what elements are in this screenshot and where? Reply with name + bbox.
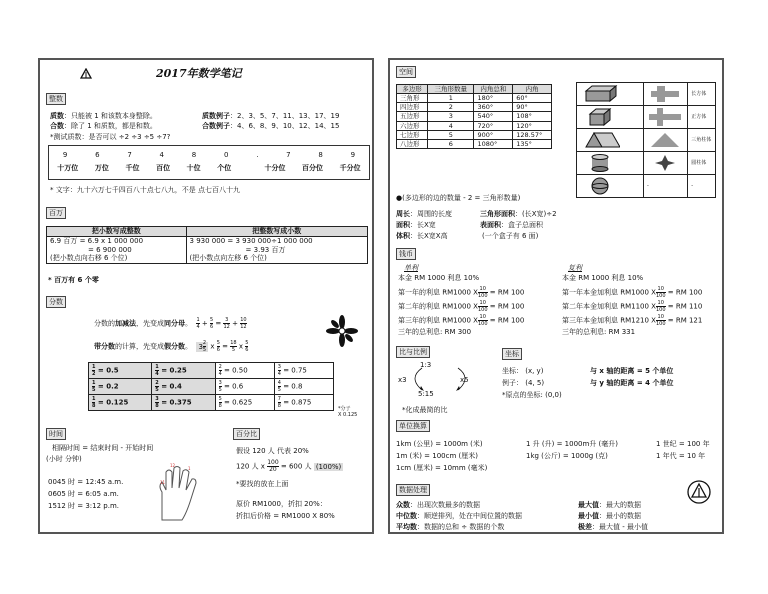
shape-net-empty: - xyxy=(644,175,688,198)
polygon-col: 多边形 xyxy=(397,85,428,94)
angle-sum-col: 内角总和 xyxy=(474,85,513,94)
right-page xyxy=(388,58,724,534)
polygon-cell: 120° xyxy=(513,121,552,130)
shape-label: 圆柱体 xyxy=(688,152,716,175)
coord-definition: 坐标： (x, y) xyxy=(502,367,544,375)
coord-x-distance: 与 x 轴的距离 = 5 个单位 xyxy=(590,367,674,375)
fraction-decimal-cell: $\frac{4}{5}$ = 0.8 xyxy=(274,379,333,395)
section-header-coordinates: 坐标 xyxy=(502,348,522,360)
polygon-row xyxy=(397,94,552,103)
prime-definition: 质数：只能被 1 和该数本身整除。 xyxy=(50,112,157,120)
fraction-add-rule: 分数的加减法，先变成同分母。 $\frac{1}{4}$ + $\frac{5}{6}$ = $\frac{3}{12}$ + $\frac{10}{12}$ xyxy=(94,317,247,330)
hand-clock-icon xyxy=(152,462,202,522)
million-table xyxy=(46,226,368,264)
svg-text:1: 1 xyxy=(188,466,191,471)
polygon-cell: 3 xyxy=(428,112,474,121)
solid-shapes-table xyxy=(576,82,716,198)
percent-line-2: 120 人 x $\frac{100}{20}$ = 600 人 (100%) xyxy=(236,459,342,473)
triangle-logo-icon xyxy=(80,68,92,79)
left-page xyxy=(38,58,374,534)
shape-net-empty: - xyxy=(688,175,716,198)
ratio-note: *化成最简的比 xyxy=(402,406,448,414)
fraction-decimal-cell: $\frac{3}{4}$ = 0.75 xyxy=(274,363,333,379)
unit-m: 1m (米) = 100cm (厘米) xyxy=(396,452,478,460)
number-words-note: * 文字：九十六万七千四百八十点七八九，不是 点七百八十九 xyxy=(50,186,240,194)
polygon-row xyxy=(397,121,552,130)
fraction-decimal-cell: $\frac{2}{4}$ = 0.50 xyxy=(215,363,274,379)
polygon-cell: 128.57° xyxy=(513,130,552,139)
range-def: 极差：最大值 - 最小值 xyxy=(578,523,648,531)
unit-liter: 1 升 (升) = 1000m升 (毫升) xyxy=(526,440,619,448)
polygon-cell: 5 xyxy=(428,130,474,139)
fraction-side-note: *分子 X 0.125 xyxy=(338,406,358,419)
simple-total: 三年的总利息: RM 300 xyxy=(398,328,472,336)
million-c1-line1: 6.9 百万 = 6.9 x 1 000 000 xyxy=(50,236,144,245)
box-faces-note: (一个盒子有 6 面) xyxy=(482,232,539,240)
time-example-3: 1512 时 = 3:12 p.m. xyxy=(48,502,120,510)
polygon-cell: 90° xyxy=(513,103,552,112)
polygon-cell: 1 xyxy=(428,94,474,103)
fraction-decimal-cell: $\frac{1}{8}$ = 0.125 xyxy=(89,395,152,411)
time-example-1: 0045 时 = 12:45 a.m. xyxy=(48,478,124,486)
polygon-cell: 五边形 xyxy=(397,112,428,121)
compound-principal: 本金 RM 1000 利息 10% xyxy=(562,274,644,282)
star-net-icon xyxy=(647,154,683,172)
simple-year-1: 第一年的利息 RM1000 X $\frac{10}{100}$ = RM 100 xyxy=(398,286,525,299)
max-def: 最大值：最大的数据 xyxy=(578,501,641,509)
simple-year-3: 第三年的利息 RM1000 X $\frac{10}{100}$ = RM 100 xyxy=(398,314,525,327)
section-header-fraction: 分数 xyxy=(46,296,66,308)
unit-decade: 1 年代 = 10 年 xyxy=(656,452,706,460)
shape-label: 正方体 xyxy=(688,106,716,129)
svg-text:11: 11 xyxy=(160,480,166,485)
polygon-cell: 360° xyxy=(474,103,513,112)
prime-examples: 质数例子：2、3、5、7、11、13、17、19 xyxy=(202,112,340,120)
polygon-table xyxy=(396,84,552,149)
fraction-row xyxy=(89,363,334,379)
triangle-area-def: 三角形面积：(长X宽)÷2 xyxy=(480,210,557,218)
triangle-count-col: 三角形数量 xyxy=(428,85,474,94)
simple-principal: 本金 RM 1000 利息 10% xyxy=(398,274,480,282)
fraction-decimal-cell: $\frac{1}{2}$ = 0.5 xyxy=(89,363,152,379)
unit-cm: 1cm (厘米) = 10mm (毫米) xyxy=(396,464,488,472)
ratio-multiplier-right: x5 xyxy=(460,376,469,384)
million-col-2: 把整数写成小数 xyxy=(186,227,367,237)
polygon-cell: 720° xyxy=(474,121,513,130)
surface-area-def: 表面积：盒子总面积 xyxy=(480,221,543,229)
million-c2-line2: = 3.93 百万 xyxy=(245,245,286,254)
area-def: 面积：长X宽 xyxy=(396,221,436,229)
section-header-money: 钱币 xyxy=(396,248,416,260)
mean-def: 平均数：数据的总和 ÷ 数据的个数 xyxy=(396,523,505,531)
section-header-data: 数据处理 xyxy=(396,484,430,496)
cylinder-icon xyxy=(580,154,620,172)
simple-interest-title: 单利 xyxy=(404,264,418,272)
fraction-decimal-table xyxy=(88,362,334,411)
median-def: 中位数：顺逆排列，处在中间位置的数据 xyxy=(396,512,522,520)
polygon-row xyxy=(397,130,552,139)
compound-year-3: 第三年本金加利息 RM1210 X $\frac{10}{100}$ = RM 121 xyxy=(562,314,703,327)
prism-net-icon xyxy=(647,131,683,149)
fraction-decimal-cell: $\frac{2}{5}$ = 0.4 xyxy=(152,379,215,395)
unit-km: 1km (公里) = 1000m (米) xyxy=(396,440,483,448)
polygon-cell: 八边形 xyxy=(397,139,428,148)
shape-label: 长方体 xyxy=(688,83,716,106)
million-c1-line3: (把小数点向右移 6 个位) xyxy=(50,254,128,263)
unit-century: 1 世纪 = 100 年 xyxy=(656,440,710,448)
angle-col: 内角 xyxy=(513,85,552,94)
solid-shape-row xyxy=(577,83,716,106)
mode-def: 众数：出现次数最多的数据 xyxy=(396,501,480,509)
polygon-cell: 108° xyxy=(513,112,552,121)
cube-icon xyxy=(580,108,620,126)
polygon-cell: 三角形 xyxy=(397,94,428,103)
fraction-decimal-cell: $\frac{5}{8}$ = 0.625 xyxy=(215,395,274,411)
polygon-cell: 七边形 xyxy=(397,130,428,139)
coord-y-distance: 与 y 轴的距离 = 4 个单位 xyxy=(590,379,674,387)
prime-test-note: *测试质数：是否可以 ÷2 ÷3 ÷5 ÷7? xyxy=(50,133,171,141)
time-units: (小时 分钟) xyxy=(46,455,82,463)
percent-line-5: 折扣后价格 = RM1000 X 80% xyxy=(236,512,335,520)
min-def: 最小值：最小的数据 xyxy=(578,512,641,520)
section-header-integers: 整数 xyxy=(46,93,66,105)
million-col-1: 把小数写成整数 xyxy=(47,227,187,237)
volume-def: 体积：长X宽X高 xyxy=(396,232,448,240)
million-c1-line2: = 6 900 000 xyxy=(88,245,132,254)
polygon-cell: 1080° xyxy=(474,139,513,148)
cuboid-net-icon xyxy=(647,85,683,103)
section-header-ratio: 比与比例 xyxy=(396,346,430,358)
polygon-cell: 60° xyxy=(513,94,552,103)
compound-interest-title: 复利 xyxy=(568,264,582,272)
ratio-multiplier-left: x3 xyxy=(398,376,407,384)
place-value-box xyxy=(48,145,370,180)
percent-line-3: *要找的放在上面 xyxy=(236,480,289,488)
flower-decoration-icon xyxy=(326,314,358,350)
mixed-fraction-rule: 带分数的计算，先变成假分数。 3 $\frac{2}{5}$ x $\frac{5}{6}$ = $\frac{18}{5}$ x $\frac{5}{6}$ xyxy=(94,340,249,353)
polygon-cell: 4 xyxy=(428,121,474,130)
time-example-2: 0605 时 = 6:05 a.m. xyxy=(48,490,119,498)
polygon-row xyxy=(397,103,552,112)
million-c2-line3: (把小数点向左移 6 个位) xyxy=(189,254,267,263)
coord-origin: *原点的坐标: (0,0) xyxy=(502,391,562,399)
triangle-logo-icon xyxy=(686,480,712,504)
polygon-cell: 180° xyxy=(474,94,513,103)
fraction-decimal-cell: $\frac{1}{5}$ = 0.2 xyxy=(89,379,152,395)
percent-line-4: 原价 RM1000，折扣 20%： xyxy=(236,500,327,508)
fraction-decimal-cell: $\frac{7}{8}$ = 0.875 xyxy=(274,395,333,411)
place-value-digits: 9 6 7 4 8 0 . 7 8 9 xyxy=(62,151,356,159)
section-header-units: 单位换算 xyxy=(396,420,430,432)
cube-net-icon xyxy=(647,108,683,126)
section-header-percent: 百分比 xyxy=(233,428,260,440)
compound-year-1: 第一年本金加利息 RM1000 X $\frac{10}{100}$ = RM 100 xyxy=(562,286,703,299)
polygon-cell: 540° xyxy=(474,112,513,121)
polygon-cell: 900° xyxy=(474,130,513,139)
compound-total: 三年的总利息: RM 331 xyxy=(562,328,636,336)
page-title: 2017年数学笔记 xyxy=(156,67,242,80)
polygon-cell: 135° xyxy=(513,139,552,148)
ratio-top: 1:3 xyxy=(420,361,432,369)
solid-shape-row xyxy=(577,152,716,175)
simple-year-2: 第二年的利息 RM1000 X $\frac{10}{100}$ = RM 100 xyxy=(398,300,525,313)
section-header-million: 百万 xyxy=(46,207,66,219)
percent-line-1: 假设 120 人 代表 20% xyxy=(236,447,309,455)
fraction-decimal-cell: $\frac{3}{8}$ = 0.375 xyxy=(152,395,215,411)
solid-shape-row xyxy=(577,175,716,198)
million-note: * 百万有 6 个零 xyxy=(48,276,99,284)
compound-year-2: 第二年本金加利息 RM1100 X $\frac{10}{100}$ = RM 110 xyxy=(562,300,703,313)
perimeter-def: 周长：周围的长度 xyxy=(396,210,452,218)
million-c2-line1: 3 930 000 = 3 930 000÷1 000 000 xyxy=(189,236,313,245)
time-rule: 相隔时间 = 结束时间 - 开始时间 xyxy=(52,444,154,452)
composite-definition: 合数：除了 1 和质数，都是和数。 xyxy=(50,122,157,130)
polygon-formula: ●(多边形的边的数量 - 2 = 三角形数量) xyxy=(396,194,521,202)
section-header-space: 空间 xyxy=(396,66,416,78)
solid-shape-row xyxy=(577,106,716,129)
polygon-cell: 四边形 xyxy=(397,103,428,112)
coord-example: 例子： (4, 5) xyxy=(502,379,545,387)
composite-examples: 合数例子：4、6、8、9、10、12、14、15 xyxy=(202,122,340,130)
polygon-cell: 6 xyxy=(428,139,474,148)
polygon-row xyxy=(397,112,552,121)
fraction-row xyxy=(89,379,334,395)
fraction-decimal-cell: $\frac{1}{4}$ = 0.25 xyxy=(152,363,215,379)
ratio-bottom: 5:15 xyxy=(418,390,434,398)
unit-kg: 1kg (公斤) = 1000g (克) xyxy=(526,452,608,460)
fraction-decimal-cell: $\frac{3}{5}$ = 0.6 xyxy=(215,379,274,395)
triangular-prism-icon xyxy=(580,131,620,149)
section-header-time: 时间 xyxy=(46,428,66,440)
shape-label: 三角柱体 xyxy=(688,129,716,152)
solid-shape-row xyxy=(577,129,716,152)
place-value-names: 十万位 万位 千位 百位 十位 个位 十分位 百分位 千分位 xyxy=(57,163,361,172)
fraction-row xyxy=(89,395,334,411)
svg-text:12: 12 xyxy=(170,463,176,468)
sphere-icon xyxy=(580,177,620,195)
polygon-cell: 六边形 xyxy=(397,121,428,130)
polygon-row xyxy=(397,139,552,148)
polygon-cell: 2 xyxy=(428,103,474,112)
cuboid-icon xyxy=(580,85,620,103)
